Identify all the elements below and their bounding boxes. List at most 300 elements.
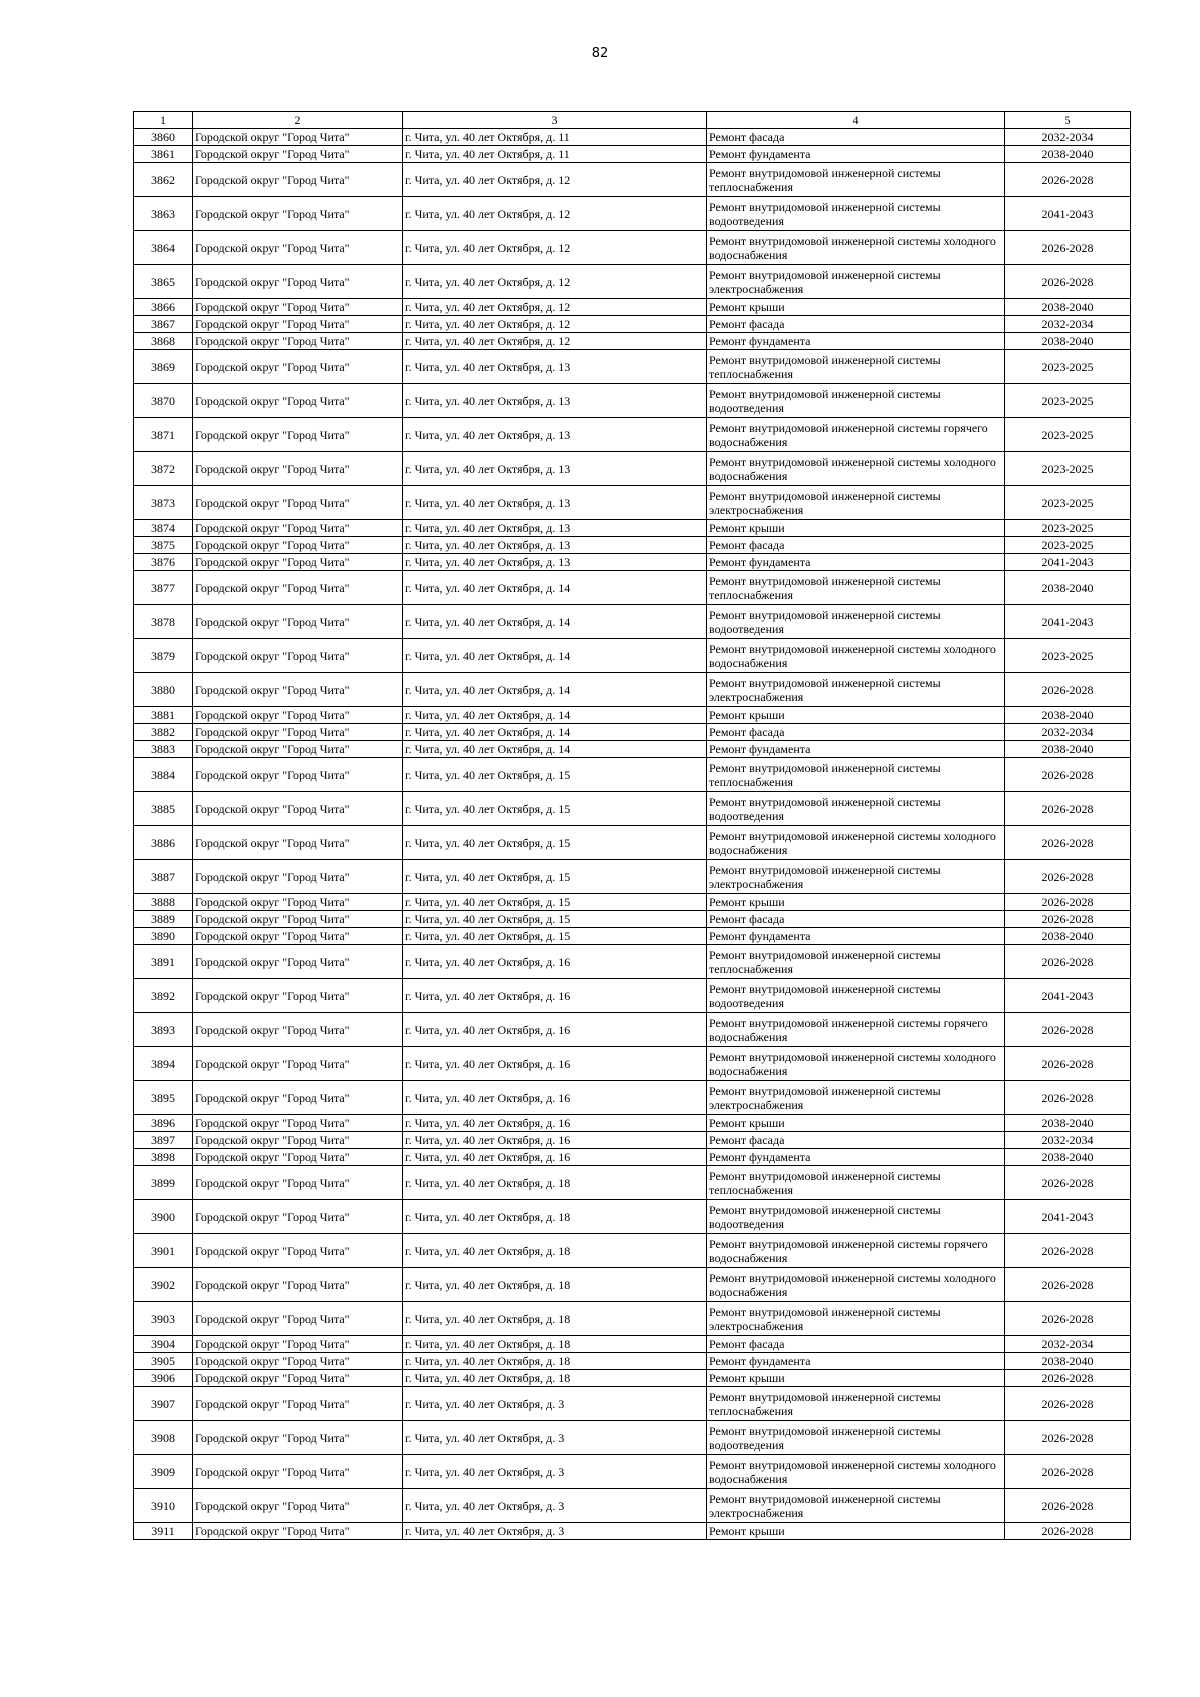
- row-number-cell: 3862: [134, 163, 193, 197]
- work-type-cell: Ремонт внутридомовой инженерной системы холодного водоснабжения: [707, 1047, 1005, 1081]
- work-type-cell: Ремонт внутридомовой инженерной системы водоотведения: [707, 792, 1005, 826]
- period-cell: 2026-2028: [1005, 758, 1131, 792]
- address-cell: г. Чита, ул. 40 лет Октября, д. 18: [403, 1268, 707, 1302]
- row-number-cell: 3897: [134, 1132, 193, 1149]
- row-number-cell: 3883: [134, 741, 193, 758]
- table-row: [134, 129, 1131, 146]
- row-number-cell: 3866: [134, 299, 193, 316]
- work-type-cell: Ремонт фундамента: [707, 146, 1005, 163]
- table-row: [134, 316, 1131, 333]
- period-cell: 2023-2025: [1005, 350, 1131, 384]
- period-cell: 2041-2043: [1005, 197, 1131, 231]
- period-cell: 2026-2028: [1005, 1081, 1131, 1115]
- work-type-cell: Ремонт крыши: [707, 299, 1005, 316]
- table-header: [134, 112, 1131, 129]
- address-cell: г. Чита, ул. 40 лет Октября, д. 15: [403, 758, 707, 792]
- table-row: [134, 1081, 1131, 1115]
- row-number-cell: 3877: [134, 571, 193, 605]
- address-cell: г. Чита, ул. 40 лет Октября, д. 14: [403, 741, 707, 758]
- row-number-cell: 3900: [134, 1200, 193, 1234]
- row-number-cell: 3910: [134, 1489, 193, 1523]
- municipality-cell: Городской округ "Город Чита": [193, 1013, 403, 1047]
- municipality-cell: Городской округ "Город Чита": [193, 384, 403, 418]
- table-row: [134, 1302, 1131, 1336]
- address-cell: г. Чита, ул. 40 лет Октября, д. 12: [403, 197, 707, 231]
- row-number-cell: 3860: [134, 129, 193, 146]
- work-type-cell: Ремонт фундамента: [707, 928, 1005, 945]
- column-header-2: 2: [193, 112, 403, 129]
- column-header-4: 4: [707, 112, 1005, 129]
- work-type-cell: Ремонт фасада: [707, 129, 1005, 146]
- work-type-cell: Ремонт внутридомовой инженерной системы электроснабжения: [707, 1489, 1005, 1523]
- work-type-cell: Ремонт крыши: [707, 1523, 1005, 1540]
- address-cell: г. Чита, ул. 40 лет Октября, д. 18: [403, 1302, 707, 1336]
- table-row: [134, 639, 1131, 673]
- period-cell: 2026-2028: [1005, 1234, 1131, 1268]
- municipality-cell: Городской округ "Город Чита": [193, 1336, 403, 1353]
- municipality-cell: Городской округ "Город Чита": [193, 197, 403, 231]
- table-row: [134, 554, 1131, 571]
- row-number-cell: 3880: [134, 673, 193, 707]
- table-row: [134, 265, 1131, 299]
- address-cell: г. Чита, ул. 40 лет Октября, д. 16: [403, 1081, 707, 1115]
- period-cell: 2023-2025: [1005, 486, 1131, 520]
- row-number-cell: 3888: [134, 894, 193, 911]
- row-number-cell: 3901: [134, 1234, 193, 1268]
- work-type-cell: Ремонт внутридомовой инженерной системы горячего водоснабжения: [707, 1013, 1005, 1047]
- period-cell: 2026-2028: [1005, 1489, 1131, 1523]
- address-cell: г. Чита, ул. 40 лет Октября, д. 14: [403, 707, 707, 724]
- municipality-cell: Городской округ "Город Чита": [193, 486, 403, 520]
- period-cell: 2041-2043: [1005, 554, 1131, 571]
- municipality-cell: Городской округ "Город Чита": [193, 1455, 403, 1489]
- table-row: [134, 673, 1131, 707]
- address-cell: г. Чита, ул. 40 лет Октября, д. 18: [403, 1166, 707, 1200]
- period-cell: 2026-2028: [1005, 945, 1131, 979]
- period-cell: 2023-2025: [1005, 452, 1131, 486]
- row-number-cell: 3903: [134, 1302, 193, 1336]
- address-cell: г. Чита, ул. 40 лет Октября, д. 13: [403, 418, 707, 452]
- municipality-cell: Городской округ "Город Чита": [193, 1489, 403, 1523]
- address-cell: г. Чита, ул. 40 лет Октября, д. 16: [403, 1132, 707, 1149]
- work-type-cell: Ремонт фундамента: [707, 1353, 1005, 1370]
- municipality-cell: Городской округ "Город Чита": [193, 1268, 403, 1302]
- municipality-cell: Городской округ "Город Чита": [193, 1115, 403, 1132]
- municipality-cell: Городской округ "Город Чита": [193, 1523, 403, 1540]
- period-cell: 2041-2043: [1005, 1200, 1131, 1234]
- work-type-cell: Ремонт внутридомовой инженерной системы холодного водоснабжения: [707, 639, 1005, 673]
- row-number-cell: 3909: [134, 1455, 193, 1489]
- municipality-cell: Городской округ "Город Чита": [193, 231, 403, 265]
- municipality-cell: Городской округ "Город Чита": [193, 316, 403, 333]
- period-cell: 2026-2028: [1005, 1523, 1131, 1540]
- table-row: [134, 826, 1131, 860]
- table-row: [134, 758, 1131, 792]
- row-number-cell: 3867: [134, 316, 193, 333]
- period-cell: 2026-2028: [1005, 894, 1131, 911]
- work-type-cell: Ремонт крыши: [707, 1115, 1005, 1132]
- table-row: [134, 1353, 1131, 1370]
- period-cell: 2038-2040: [1005, 928, 1131, 945]
- municipality-cell: Городской округ "Город Чита": [193, 724, 403, 741]
- municipality-cell: Городской округ "Город Чита": [193, 1200, 403, 1234]
- table-row: [134, 1421, 1131, 1455]
- row-number-cell: 3884: [134, 758, 193, 792]
- work-type-cell: Ремонт внутридомовой инженерной системы водоотведения: [707, 1421, 1005, 1455]
- work-type-cell: Ремонт внутридомовой инженерной системы электроснабжения: [707, 265, 1005, 299]
- municipality-cell: Городской округ "Город Чита": [193, 1302, 403, 1336]
- address-cell: г. Чита, ул. 40 лет Октября, д. 3: [403, 1523, 707, 1540]
- period-cell: 2026-2028: [1005, 265, 1131, 299]
- row-number-cell: 3876: [134, 554, 193, 571]
- work-type-cell: Ремонт внутридомовой инженерной системы холодного водоснабжения: [707, 1268, 1005, 1302]
- work-type-cell: Ремонт фасада: [707, 537, 1005, 554]
- table-row: [134, 1013, 1131, 1047]
- period-cell: 2023-2025: [1005, 639, 1131, 673]
- municipality-cell: Городской округ "Город Чита": [193, 571, 403, 605]
- period-cell: 2023-2025: [1005, 520, 1131, 537]
- column-header-5: 5: [1005, 112, 1131, 129]
- work-type-cell: Ремонт внутридомовой инженерной системы водоотведения: [707, 1200, 1005, 1234]
- works-table: [133, 111, 1131, 1540]
- municipality-cell: Городской округ "Город Чита": [193, 146, 403, 163]
- period-cell: 2038-2040: [1005, 571, 1131, 605]
- work-type-cell: Ремонт внутридомовой инженерной системы электроснабжения: [707, 1081, 1005, 1115]
- row-number-cell: 3899: [134, 1166, 193, 1200]
- row-number-cell: 3863: [134, 197, 193, 231]
- municipality-cell: Городской округ "Город Чита": [193, 639, 403, 673]
- municipality-cell: Городской округ "Город Чита": [193, 860, 403, 894]
- row-number-cell: 3864: [134, 231, 193, 265]
- period-cell: 2026-2028: [1005, 1166, 1131, 1200]
- row-number-cell: 3871: [134, 418, 193, 452]
- address-cell: г. Чита, ул. 40 лет Октября, д. 3: [403, 1387, 707, 1421]
- address-cell: г. Чита, ул. 40 лет Октября, д. 15: [403, 894, 707, 911]
- table-row: [134, 1455, 1131, 1489]
- municipality-cell: Городской округ "Город Чита": [193, 129, 403, 146]
- municipality-cell: Городской округ "Город Чита": [193, 945, 403, 979]
- period-cell: 2026-2028: [1005, 1455, 1131, 1489]
- row-number-cell: 3881: [134, 707, 193, 724]
- row-number-cell: 3898: [134, 1149, 193, 1166]
- row-number-cell: 3890: [134, 928, 193, 945]
- table-row: [134, 724, 1131, 741]
- address-cell: г. Чита, ул. 40 лет Октября, д. 11: [403, 146, 707, 163]
- period-cell: 2026-2028: [1005, 163, 1131, 197]
- work-type-cell: Ремонт фундамента: [707, 1149, 1005, 1166]
- period-cell: 2026-2028: [1005, 860, 1131, 894]
- table-row: [134, 350, 1131, 384]
- table-row: [134, 537, 1131, 554]
- row-number-cell: 3902: [134, 1268, 193, 1302]
- municipality-cell: Городской округ "Город Чита": [193, 758, 403, 792]
- work-type-cell: Ремонт внутридомовой инженерной системы теплоснабжения: [707, 1166, 1005, 1200]
- row-number-cell: 3874: [134, 520, 193, 537]
- table-row: [134, 418, 1131, 452]
- table-row: [134, 979, 1131, 1013]
- row-number-cell: 3887: [134, 860, 193, 894]
- address-cell: г. Чита, ул. 40 лет Октября, д. 12: [403, 163, 707, 197]
- work-type-cell: Ремонт внутридомовой инженерной системы теплоснабжения: [707, 1387, 1005, 1421]
- work-type-cell: Ремонт внутридомовой инженерной системы электроснабжения: [707, 673, 1005, 707]
- work-type-cell: Ремонт внутридомовой инженерной системы теплоснабжения: [707, 571, 1005, 605]
- period-cell: 2032-2034: [1005, 316, 1131, 333]
- work-type-cell: Ремонт внутридомовой инженерной системы водоотведения: [707, 979, 1005, 1013]
- table-row: [134, 945, 1131, 979]
- municipality-cell: Городской округ "Город Чита": [193, 1387, 403, 1421]
- address-cell: г. Чита, ул. 40 лет Октября, д. 16: [403, 945, 707, 979]
- table-row: [134, 1132, 1131, 1149]
- municipality-cell: Городской округ "Город Чита": [193, 605, 403, 639]
- table-row: [134, 231, 1131, 265]
- work-type-cell: Ремонт внутридомовой инженерной системы водоотведения: [707, 605, 1005, 639]
- municipality-cell: Городской округ "Город Чита": [193, 1421, 403, 1455]
- table-row: [134, 741, 1131, 758]
- work-type-cell: Ремонт внутридомовой инженерной системы электроснабжения: [707, 1302, 1005, 1336]
- work-type-cell: Ремонт внутридомовой инженерной системы водоотведения: [707, 197, 1005, 231]
- address-cell: г. Чита, ул. 40 лет Октября, д. 13: [403, 520, 707, 537]
- work-type-cell: Ремонт фундамента: [707, 554, 1005, 571]
- table-row: [134, 1166, 1131, 1200]
- municipality-cell: Городской округ "Город Чита": [193, 1370, 403, 1387]
- address-cell: г. Чита, ул. 40 лет Октября, д. 14: [403, 571, 707, 605]
- table-row: [134, 911, 1131, 928]
- table-row: [134, 1149, 1131, 1166]
- address-cell: г. Чита, ул. 40 лет Октября, д. 11: [403, 129, 707, 146]
- address-cell: г. Чита, ул. 40 лет Октября, д. 18: [403, 1370, 707, 1387]
- period-cell: 2026-2028: [1005, 1370, 1131, 1387]
- row-number-cell: 3869: [134, 350, 193, 384]
- work-type-cell: Ремонт внутридомовой инженерной системы холодного водоснабжения: [707, 826, 1005, 860]
- address-cell: г. Чита, ул. 40 лет Октября, д. 16: [403, 1047, 707, 1081]
- municipality-cell: Городской округ "Город Чита": [193, 1132, 403, 1149]
- work-type-cell: Ремонт фундамента: [707, 333, 1005, 350]
- municipality-cell: Городской округ "Город Чита": [193, 826, 403, 860]
- table-row: [134, 707, 1131, 724]
- work-type-cell: Ремонт крыши: [707, 707, 1005, 724]
- row-number-cell: 3895: [134, 1081, 193, 1115]
- address-cell: г. Чита, ул. 40 лет Октября, д. 14: [403, 639, 707, 673]
- municipality-cell: Городской округ "Город Чита": [193, 333, 403, 350]
- row-number-cell: 3870: [134, 384, 193, 418]
- period-cell: 2038-2040: [1005, 707, 1131, 724]
- address-cell: г. Чита, ул. 40 лет Октября, д. 18: [403, 1336, 707, 1353]
- municipality-cell: Городской округ "Город Чита": [193, 452, 403, 486]
- period-cell: 2026-2028: [1005, 1421, 1131, 1455]
- table-row: [134, 928, 1131, 945]
- municipality-cell: Городской округ "Город Чита": [193, 537, 403, 554]
- table-row: [134, 146, 1131, 163]
- table-row: [134, 1336, 1131, 1353]
- municipality-cell: Городской округ "Город Чита": [193, 792, 403, 826]
- work-type-cell: Ремонт внутридомовой инженерной системы теплоснабжения: [707, 945, 1005, 979]
- address-cell: г. Чита, ул. 40 лет Октября, д. 16: [403, 1115, 707, 1132]
- period-cell: 2032-2034: [1005, 129, 1131, 146]
- table-row: [134, 860, 1131, 894]
- row-number-cell: 3885: [134, 792, 193, 826]
- period-cell: 2038-2040: [1005, 299, 1131, 316]
- address-cell: г. Чита, ул. 40 лет Октября, д. 13: [403, 486, 707, 520]
- row-number-cell: 3865: [134, 265, 193, 299]
- row-number-cell: 3891: [134, 945, 193, 979]
- work-type-cell: Ремонт внутридомовой инженерной системы теплоснабжения: [707, 163, 1005, 197]
- column-header-3: 3: [403, 112, 707, 129]
- row-number-cell: 3886: [134, 826, 193, 860]
- period-cell: 2032-2034: [1005, 724, 1131, 741]
- table-row: [134, 163, 1131, 197]
- row-number-cell: 3889: [134, 911, 193, 928]
- address-cell: г. Чита, ул. 40 лет Октября, д. 12: [403, 231, 707, 265]
- period-cell: 2023-2025: [1005, 418, 1131, 452]
- municipality-cell: Городской округ "Город Чита": [193, 265, 403, 299]
- row-number-cell: 3905: [134, 1353, 193, 1370]
- address-cell: г. Чита, ул. 40 лет Октября, д. 14: [403, 724, 707, 741]
- municipality-cell: Городской округ "Город Чита": [193, 163, 403, 197]
- work-type-cell: Ремонт внутридомовой инженерной системы теплоснабжения: [707, 758, 1005, 792]
- period-cell: 2026-2028: [1005, 1013, 1131, 1047]
- table-row: [134, 571, 1131, 605]
- table-row: [134, 197, 1131, 231]
- page-number: 82: [591, 46, 609, 61]
- work-type-cell: Ремонт крыши: [707, 520, 1005, 537]
- period-cell: 2038-2040: [1005, 1115, 1131, 1132]
- row-number-cell: 3878: [134, 605, 193, 639]
- municipality-cell: Городской округ "Город Чита": [193, 1047, 403, 1081]
- row-number-cell: 3911: [134, 1523, 193, 1540]
- municipality-cell: Городской округ "Город Чита": [193, 894, 403, 911]
- address-cell: г. Чита, ул. 40 лет Октября, д. 12: [403, 316, 707, 333]
- work-type-cell: Ремонт фасада: [707, 911, 1005, 928]
- work-type-cell: Ремонт внутридомовой инженерной системы холодного водоснабжения: [707, 452, 1005, 486]
- address-cell: г. Чита, ул. 40 лет Октября, д. 3: [403, 1489, 707, 1523]
- address-cell: г. Чита, ул. 40 лет Октября, д. 3: [403, 1421, 707, 1455]
- work-type-cell: Ремонт внутридомовой инженерной системы горячего водоснабжения: [707, 1234, 1005, 1268]
- work-type-cell: Ремонт фасада: [707, 724, 1005, 741]
- address-cell: г. Чита, ул. 40 лет Октября, д. 13: [403, 350, 707, 384]
- period-cell: 2038-2040: [1005, 741, 1131, 758]
- table-row: [134, 1268, 1131, 1302]
- address-cell: г. Чита, ул. 40 лет Октября, д. 15: [403, 860, 707, 894]
- row-number-cell: 3873: [134, 486, 193, 520]
- municipality-cell: Городской округ "Город Чита": [193, 299, 403, 316]
- header-row: [134, 112, 1131, 129]
- period-cell: 2026-2028: [1005, 792, 1131, 826]
- period-cell: 2026-2028: [1005, 1302, 1131, 1336]
- row-number-cell: 3879: [134, 639, 193, 673]
- address-cell: г. Чита, ул. 40 лет Октября, д. 13: [403, 452, 707, 486]
- period-cell: 2023-2025: [1005, 384, 1131, 418]
- row-number-cell: 3907: [134, 1387, 193, 1421]
- address-cell: г. Чита, ул. 40 лет Октября, д. 16: [403, 1149, 707, 1166]
- work-type-cell: Ремонт внутридомовой инженерной системы холодного водоснабжения: [707, 231, 1005, 265]
- table-row: [134, 1047, 1131, 1081]
- period-cell: 2023-2025: [1005, 537, 1131, 554]
- work-type-cell: Ремонт крыши: [707, 894, 1005, 911]
- work-type-cell: Ремонт внутридомовой инженерной системы горячего водоснабжения: [707, 418, 1005, 452]
- work-type-cell: Ремонт фасада: [707, 1132, 1005, 1149]
- period-cell: 2038-2040: [1005, 333, 1131, 350]
- table-row: [134, 894, 1131, 911]
- municipality-cell: Городской округ "Город Чита": [193, 928, 403, 945]
- row-number-cell: 3892: [134, 979, 193, 1013]
- row-number-cell: 3894: [134, 1047, 193, 1081]
- row-number-cell: 3904: [134, 1336, 193, 1353]
- address-cell: г. Чита, ул. 40 лет Октября, д. 15: [403, 792, 707, 826]
- table-row: [134, 1523, 1131, 1540]
- row-number-cell: 3906: [134, 1370, 193, 1387]
- municipality-cell: Городской округ "Город Чита": [193, 1166, 403, 1200]
- period-cell: 2038-2040: [1005, 146, 1131, 163]
- work-type-cell: Ремонт фундамента: [707, 741, 1005, 758]
- table-row: [134, 1234, 1131, 1268]
- row-number-cell: 3872: [134, 452, 193, 486]
- period-cell: 2038-2040: [1005, 1149, 1131, 1166]
- municipality-cell: Городской округ "Город Чита": [193, 350, 403, 384]
- work-type-cell: Ремонт крыши: [707, 1370, 1005, 1387]
- column-header-1: 1: [134, 112, 193, 129]
- municipality-cell: Городской округ "Город Чита": [193, 673, 403, 707]
- municipality-cell: Городской округ "Город Чита": [193, 741, 403, 758]
- table-body: [134, 129, 1131, 1540]
- period-cell: 2032-2034: [1005, 1132, 1131, 1149]
- address-cell: г. Чита, ул. 40 лет Октября, д. 16: [403, 1013, 707, 1047]
- table-row: [134, 1387, 1131, 1421]
- work-type-cell: Ремонт внутридомовой инженерной системы электроснабжения: [707, 860, 1005, 894]
- address-cell: г. Чита, ул. 40 лет Октября, д. 15: [403, 928, 707, 945]
- table-row: [134, 1370, 1131, 1387]
- municipality-cell: Городской округ "Город Чита": [193, 418, 403, 452]
- row-number-cell: 3868: [134, 333, 193, 350]
- period-cell: 2026-2028: [1005, 911, 1131, 928]
- table-row: [134, 792, 1131, 826]
- work-type-cell: Ремонт фасада: [707, 316, 1005, 333]
- period-cell: 2032-2034: [1005, 1336, 1131, 1353]
- municipality-cell: Городской округ "Город Чита": [193, 707, 403, 724]
- address-cell: г. Чита, ул. 40 лет Октября, д. 15: [403, 826, 707, 860]
- address-cell: г. Чита, ул. 40 лет Октября, д. 12: [403, 265, 707, 299]
- municipality-cell: Городской округ "Город Чита": [193, 554, 403, 571]
- address-cell: г. Чита, ул. 40 лет Октября, д. 13: [403, 554, 707, 571]
- address-cell: г. Чита, ул. 40 лет Октября, д. 16: [403, 979, 707, 1013]
- row-number-cell: 3875: [134, 537, 193, 554]
- address-cell: г. Чита, ул. 40 лет Октября, д. 3: [403, 1455, 707, 1489]
- work-type-cell: Ремонт фасада: [707, 1336, 1005, 1353]
- address-cell: г. Чита, ул. 40 лет Октября, д. 13: [403, 537, 707, 554]
- work-type-cell: Ремонт внутридомовой инженерной системы теплоснабжения: [707, 350, 1005, 384]
- period-cell: 2041-2043: [1005, 979, 1131, 1013]
- row-number-cell: 3893: [134, 1013, 193, 1047]
- address-cell: г. Чита, ул. 40 лет Октября, д. 14: [403, 673, 707, 707]
- table-row: [134, 452, 1131, 486]
- municipality-cell: Городской округ "Город Чита": [193, 1234, 403, 1268]
- table-row: [134, 1115, 1131, 1132]
- row-number-cell: 3908: [134, 1421, 193, 1455]
- municipality-cell: Городской округ "Город Чита": [193, 1149, 403, 1166]
- period-cell: 2038-2040: [1005, 1353, 1131, 1370]
- address-cell: г. Чита, ул. 40 лет Октября, д. 18: [403, 1234, 707, 1268]
- municipality-cell: Городской округ "Город Чита": [193, 979, 403, 1013]
- row-number-cell: 3861: [134, 146, 193, 163]
- period-cell: 2026-2028: [1005, 1387, 1131, 1421]
- work-type-cell: Ремонт внутридомовой инженерной системы электроснабжения: [707, 486, 1005, 520]
- work-type-cell: Ремонт внутридомовой инженерной системы водоотведения: [707, 384, 1005, 418]
- municipality-cell: Городской округ "Город Чита": [193, 1353, 403, 1370]
- period-cell: 2026-2028: [1005, 826, 1131, 860]
- address-cell: г. Чита, ул. 40 лет Октября, д. 14: [403, 605, 707, 639]
- period-cell: 2026-2028: [1005, 1268, 1131, 1302]
- period-cell: 2026-2028: [1005, 231, 1131, 265]
- period-cell: 2026-2028: [1005, 1047, 1131, 1081]
